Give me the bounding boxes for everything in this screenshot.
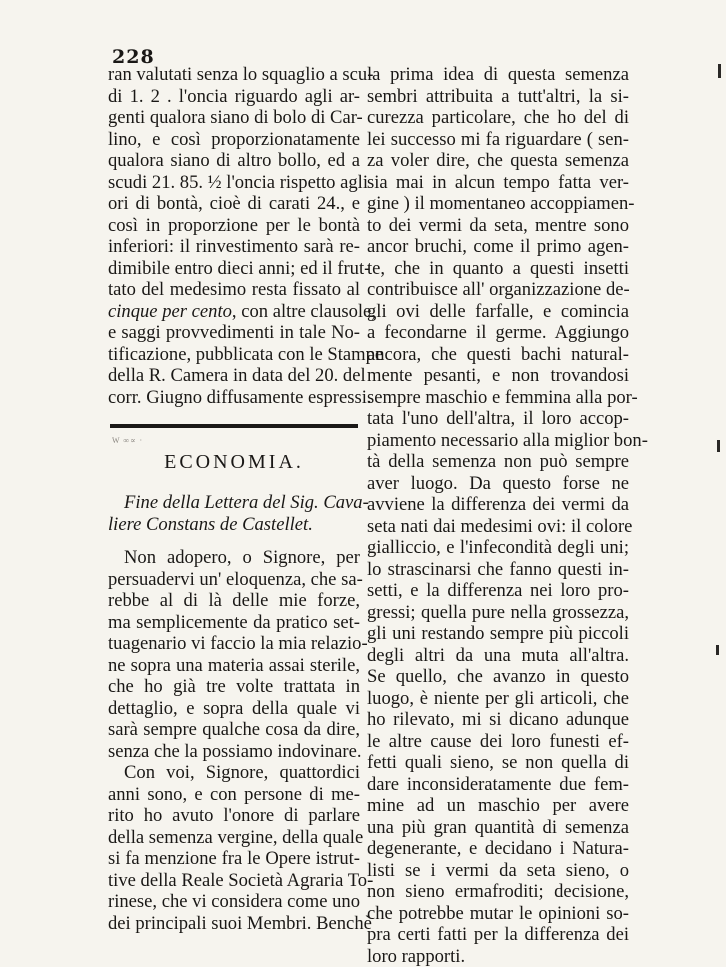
text-line: aver luogo. Da questo forse ne — [367, 473, 629, 495]
text-line: che ho già tre volte trattata in — [108, 676, 360, 698]
text-line: curezza particolare, che ho del di — [367, 107, 629, 129]
italic-phrase: cinque per cento — [108, 301, 232, 322]
text-line: rito ho avuto l'onore di parlare — [108, 805, 360, 827]
subtitle-line: liere Constans de Castellet. — [108, 514, 360, 536]
text-line: ho rilevato, mi si dicano adunque — [367, 709, 629, 731]
text-line: luogo, è niente per gli articoli, che — [367, 688, 629, 710]
text-line: una più gran quantità di semenza — [367, 817, 629, 839]
text-line: za voler dire, che questa semenza — [367, 150, 629, 172]
text-line: pra certi fatti per la differenza dei — [367, 924, 629, 946]
text-line: loro rapporti. — [367, 946, 629, 967]
text-line: inferiori: il rinvestimento sarà re- — [108, 236, 360, 258]
text-line: rinese, che vi considera come uno — [108, 891, 360, 913]
text-line: ancor bruchi, come il primo agen- — [367, 236, 629, 258]
italic-line-rest: , con altre clausole, — [232, 301, 376, 322]
text-line: avviene la differenza dei vermi da — [367, 494, 629, 516]
text-line: le altre cause dei loro funesti ef- — [367, 731, 629, 753]
text-line: Con voi, Signore, quattordici — [108, 762, 360, 784]
text-line: corr. Giugno diffusamente espressi. — [108, 387, 360, 409]
text-line: e saggi provvedimenti in tale No- — [108, 322, 360, 344]
text-line: mente pesanti, e non trovandosi — [367, 365, 629, 387]
text-line: della semenza vergine, della quale — [108, 827, 360, 849]
text-line: sempre maschio e femmina alla por- — [367, 387, 629, 409]
text-line: tata l'uno dell'altra, il loro accop- — [367, 408, 629, 430]
text-line: ma semplicemente da pratico set- — [108, 612, 360, 634]
text-line: seta nati dai medesimi ovi: il colore — [367, 516, 629, 538]
text-line: lo strascinarsi che fanno questi in- — [367, 559, 629, 581]
paragraph-2 — [108, 762, 360, 934]
section-title: ECONOMIA. — [108, 452, 360, 478]
text-line: a fecondarne il germe. Aggiungo — [367, 322, 629, 344]
text-line: gli ovi delle farfalle, e comincia — [367, 301, 629, 323]
text-line: mine ad un maschio per avere — [367, 795, 629, 817]
left-column — [108, 64, 360, 934]
text-line: contribuisce all' organizzazione de- — [367, 279, 629, 301]
text-line: degli altri da una muta all'altra. — [367, 645, 629, 667]
text-line: senza che la possiamo indovinare. — [108, 741, 360, 763]
text-line: degenerante, e decidano i Natura- — [367, 838, 629, 860]
text-line: dettaglio, e sopra della quale vi — [108, 698, 360, 720]
paragraph-1 — [108, 547, 360, 762]
text-line: gli uni restando sempre più piccoli — [367, 623, 629, 645]
text-line: la prima idea di questa semenza — [367, 64, 629, 86]
text-line: dare inconsideratamente due fem- — [367, 774, 629, 796]
text-line: di 1. 2 . l'oncia riguardo agli ar- — [108, 86, 360, 108]
text-line: anni sono, e con persone di me- — [108, 784, 360, 806]
text-line: Non adopero, o Signore, per — [108, 547, 360, 569]
text-line: dei principali suoi Membri. Benchè — [108, 913, 360, 935]
text-line: listi se i vermi da seta sieno, o — [367, 860, 629, 882]
text-line: ori di bontà, cioè di carati 24., e — [108, 193, 360, 215]
text-line: ne sopra una materia assai sterile, — [108, 655, 360, 677]
text-line: persuadervi un' eloquenza, che sa- — [108, 569, 360, 591]
text-line: tive della Reale Società Agraria To- — [108, 870, 360, 892]
text-line: che potrebbe mutar le opinioni so- — [367, 903, 629, 925]
right-column — [367, 64, 629, 967]
divider-note: W ∞∝ · — [112, 430, 360, 440]
text-line: gine ) il momentaneo accoppiamen- — [367, 193, 629, 215]
text-line: fetti quali sieno, se non quella di — [367, 752, 629, 774]
text-line: setti, e la differenza nei loro pro- — [367, 580, 629, 602]
text-line: Se quello, che avanzo in questo — [367, 666, 629, 688]
text-line: ran valutati senza lo squaglio a scu- — [108, 64, 360, 86]
text-line: qualora siano di altro bollo, ed a — [108, 150, 360, 172]
text-line: scudi 21. 85. ½ l'oncia rispetto agli — [108, 172, 360, 194]
text-line: così in proporzione per le bontà — [108, 215, 360, 237]
text-line: si fa menzione fra le Opere istrut- — [108, 848, 360, 870]
text-line: te, che in quanto a questi insetti — [367, 258, 629, 280]
margin-mark-middle — [717, 440, 720, 452]
text-line: piamento necessario alla miglior bon- — [367, 430, 629, 452]
text-line: lei successo mi fa riguardare ( sen- — [367, 129, 629, 151]
text-line: genti qualora siano di bolo di Car- — [108, 107, 360, 129]
text-line: gialliccio, e l'infecondità degli uni; — [367, 537, 629, 559]
text-line: dimibile entro dieci anni; ed il frut- — [108, 258, 360, 280]
text-line: tato del medesimo resta fissato al — [108, 279, 360, 301]
margin-mark-top — [718, 64, 721, 78]
text-line: rebbe al di là delle mie forze, — [108, 590, 360, 612]
text-line: ancora, che questi bachi natural- — [367, 344, 629, 366]
text-line: della R. Camera in data del 20. del — [108, 365, 360, 387]
subtitle-line: Fine della Lettera del Sig. Cava- — [108, 492, 360, 514]
text-line: tificazione, pubblicata con le Stampe — [108, 344, 360, 366]
margin-mark-lower — [716, 645, 719, 655]
intro-text — [108, 64, 360, 408]
text-line: sembri attribuita a tutt'altri, la si- — [367, 86, 629, 108]
text-line-with-italic — [108, 301, 360, 323]
text-line: tà della semenza non può sempre — [367, 451, 629, 473]
text-line: lino, e così proporzionatamente — [108, 129, 360, 151]
text-line: to dei vermi da seta, mentre sono — [367, 215, 629, 237]
page-number: 228 — [112, 46, 155, 68]
text-line: sia mai in alcun tempo fatta ver- — [367, 172, 629, 194]
text-line: non sieno ermafroditi; decisione, — [367, 881, 629, 903]
text-line: gressi; quella pure nella grossezza, — [367, 602, 629, 624]
text-line: sarà sempre qualche cosa da dire, — [108, 719, 360, 741]
subtitle — [108, 492, 360, 535]
text-line: tuagenario vi faccio la mia relazio- — [108, 633, 360, 655]
section-divider — [110, 424, 358, 428]
